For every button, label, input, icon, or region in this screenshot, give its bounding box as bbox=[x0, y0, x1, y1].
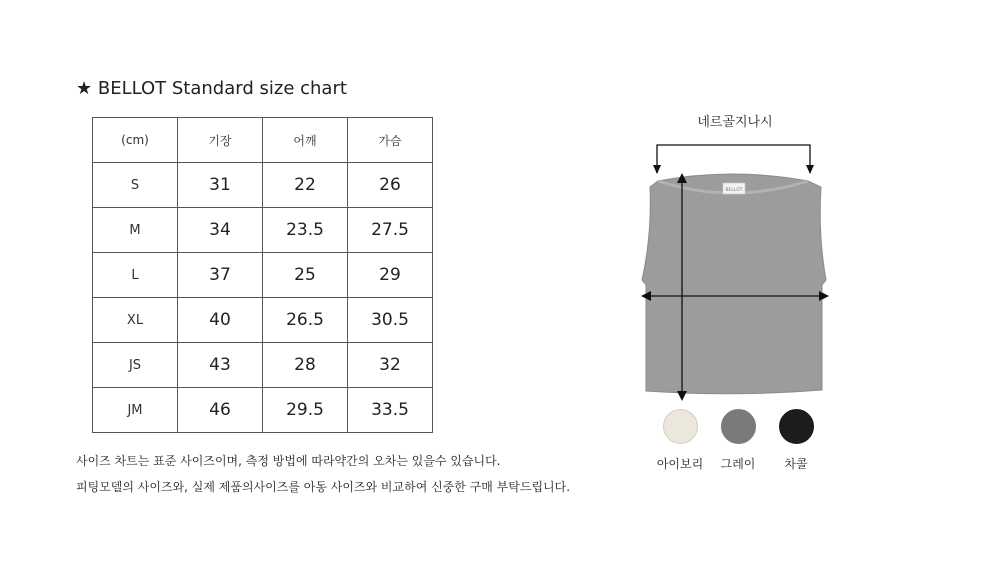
length-value: 37 bbox=[178, 253, 263, 298]
shoulder-value: 29.5 bbox=[263, 388, 348, 433]
chest-value: 30.5 bbox=[348, 298, 433, 343]
neck-bracket-arrow-left bbox=[653, 165, 661, 174]
length-value: 31 bbox=[178, 163, 263, 208]
chest-value: 26 bbox=[348, 163, 433, 208]
header-cell-length: 기장 bbox=[178, 118, 263, 163]
table-row bbox=[93, 343, 433, 388]
chest-value: 27.5 bbox=[348, 208, 433, 253]
table-row bbox=[93, 298, 433, 343]
size-label: XL bbox=[93, 298, 178, 343]
garment-measurement-diagram bbox=[630, 135, 840, 405]
length-value: 34 bbox=[178, 208, 263, 253]
length-arrow-bottom bbox=[677, 391, 687, 401]
color-label-ivory: 아이보리 bbox=[656, 457, 704, 471]
neckline-measure-label: 네르골지나시 bbox=[697, 115, 773, 130]
neck-bracket-arrow-right bbox=[806, 165, 814, 174]
shoulder-value: 28 bbox=[263, 343, 348, 388]
shoulder-value: 25 bbox=[263, 253, 348, 298]
size-chart-title: ★ BELLOT Standard size chart bbox=[76, 78, 347, 99]
color-label-charcoal: 차콜 bbox=[784, 457, 808, 471]
garment-tag-text: BELLOT bbox=[725, 188, 743, 193]
size-note-line-2: 피팅모델의 사이즈와, 실제 제품의사이즈를 아동 사이즈와 비교하여 신중한 구매 부탁드립니다. bbox=[76, 480, 571, 494]
size-label: S bbox=[93, 163, 178, 208]
header-cell-unit: (cm) bbox=[93, 118, 178, 163]
neck-width-bracket bbox=[657, 145, 810, 173]
size-label: JS bbox=[93, 343, 178, 388]
size-label: JM bbox=[93, 388, 178, 433]
table-row bbox=[93, 253, 433, 298]
size-label: L bbox=[93, 253, 178, 298]
sleeveless-top-shape bbox=[642, 174, 826, 394]
color-label-gray: 그레이 bbox=[720, 457, 756, 471]
size-chart-table bbox=[92, 117, 433, 433]
size-note-line-1: 사이즈 차트는 표준 사이즈이며, 측정 방법에 따라약간의 오차는 있을수 있습니다. bbox=[76, 454, 501, 468]
shoulder-value: 23.5 bbox=[263, 208, 348, 253]
chest-arrow-right bbox=[819, 291, 829, 301]
color-swatch-gray[interactable] bbox=[721, 409, 756, 444]
length-value: 40 bbox=[178, 298, 263, 343]
shoulder-value: 26.5 bbox=[263, 298, 348, 343]
table-row bbox=[93, 388, 433, 433]
table-header-row bbox=[93, 118, 433, 163]
shoulder-value: 22 bbox=[263, 163, 348, 208]
header-cell-chest: 가슴 bbox=[348, 118, 433, 163]
chest-value: 29 bbox=[348, 253, 433, 298]
size-label: M bbox=[93, 208, 178, 253]
chest-value: 33.5 bbox=[348, 388, 433, 433]
length-value: 46 bbox=[178, 388, 263, 433]
table-row bbox=[93, 208, 433, 253]
color-swatch-charcoal[interactable] bbox=[779, 409, 814, 444]
header-cell-shoulder: 어깨 bbox=[263, 118, 348, 163]
chest-value: 32 bbox=[348, 343, 433, 388]
length-value: 43 bbox=[178, 343, 263, 388]
color-swatch-ivory[interactable] bbox=[663, 409, 698, 444]
table-row bbox=[93, 163, 433, 208]
